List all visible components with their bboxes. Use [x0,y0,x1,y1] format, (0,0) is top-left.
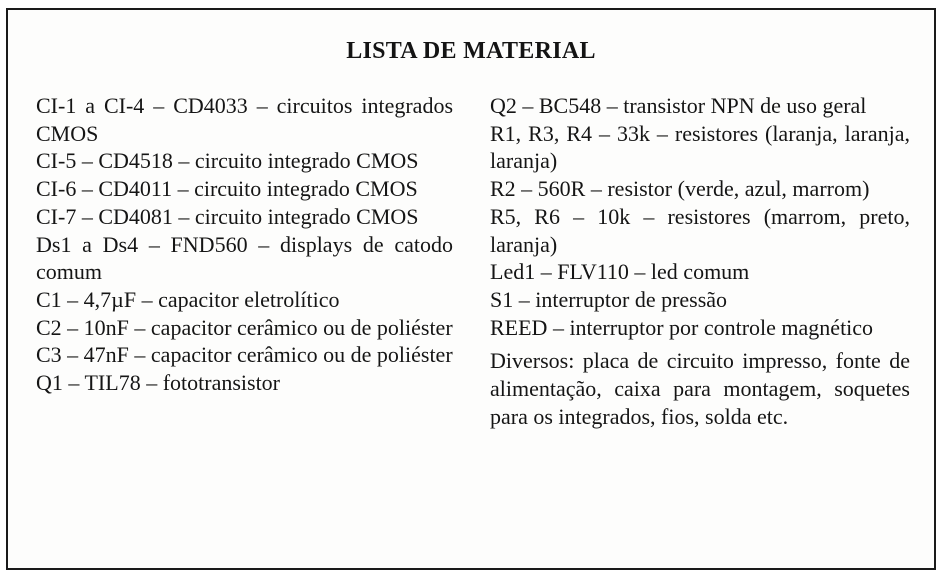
list-item: S1 – interruptor de pressão [490,286,728,312]
list-item: C3 – 47nF – capacitor cerâmico ou de poliéster [36,342,453,368]
list-item: CI-6 – CD4011 – circuito integrado CMOS [36,176,418,202]
list-item: CI-7 – CD4081 – circuito integrado CMOS [36,203,419,229]
list-item: C2 – 10nF – capacitor cerâmico ou de poliéster [36,314,453,340]
left-column [36,92,453,397]
list-item: R1, R3, R4 – 33k – resistores (laranja, laranja, laranja) [490,120,910,174]
list-item: Q2 – BC548 – transistor NPN de uso geral [490,93,867,118]
list-item: REED – interruptor por controle magnético [490,314,874,340]
material-list-box [6,8,936,570]
list-item: R5, R6 – 10k – resistores (marrom, preto, laranja) [490,203,910,257]
right-column [490,92,910,430]
list-item: Diversos: placa de circuito impresso, fonte de alimentação, caixa para montagem, soquetes para os integrados, fios, solda etc. [490,348,910,429]
list-item: Ds1 a Ds4 – FND560 – displays de catodo comum [36,231,453,285]
list-item: Q1 – TIL78 – fototransistor [36,370,281,396]
list-item: C1 – 4,7µF – capacitor eletrolítico [36,286,340,312]
list-title: LISTA DE MATERIAL [346,38,596,64]
list-item: CI-1 a CI-4 – CD4033 – circuitos integrados CMOS [36,93,453,146]
list-item: R2 – 560R – resistor (verde, azul, marrom) [490,176,870,202]
list-item: CI-5 – CD4518 – circuito integrado CMOS [36,148,419,174]
list-item: Led1 – FLV110 – led comum [490,259,750,285]
